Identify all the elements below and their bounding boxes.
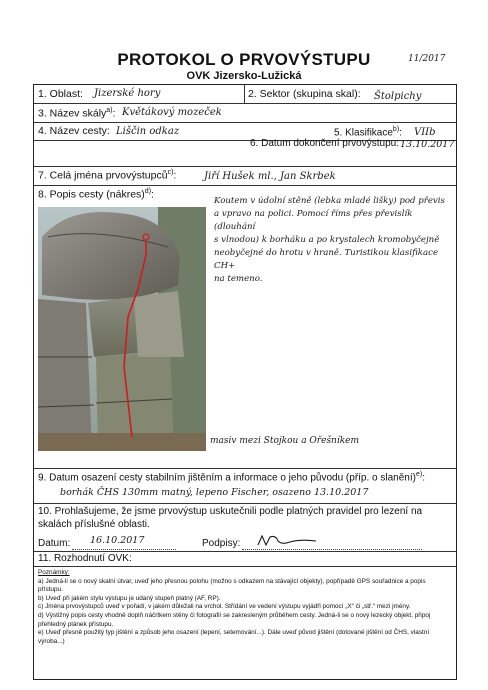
route-photo xyxy=(38,207,206,451)
podpisy-dotted-line xyxy=(242,549,422,550)
row-divider xyxy=(34,185,456,186)
klasifikace-value: VIIb xyxy=(414,127,436,138)
prohlaseni-text: 10. Prohlašujeme, že jsme prvovýstup uskutečnili podle platných pravidel pro lezení na skalách příslušné oblasti. xyxy=(38,506,423,530)
description-line: neobyčejné do hrotu v hraně. Turistikou klasifikace CH+ xyxy=(214,248,439,271)
note-item: a) Jedná-li se o nový skalní útvar, uveď jeho přesnou polohu (možno s odkazem na stávající objekty), popřípadě GPS souřadnice a popis přístupu. xyxy=(38,577,426,594)
description-line: Koutem v údolní stěně (lebka mladé lišky) pod převis xyxy=(214,196,445,206)
row-divider xyxy=(34,468,456,469)
corner-note: 11/2017 xyxy=(408,54,446,64)
notes-heading: Poznámky: xyxy=(38,569,70,576)
description-line: na temeno. xyxy=(214,274,263,284)
row-divider xyxy=(34,166,456,167)
note-item: e) Uveď přesně použitý typ jištění a způsob jeho osazení (lepení, setemování...). Dále uveď původ jištění (dotované jištění od ČHS, vlastní výroba...) xyxy=(38,629,430,645)
klasifikace-label: 5. Klasifikace$^{b)}$: xyxy=(334,126,402,139)
page-title: PROTOKOL O PRVOVÝSTUPU xyxy=(117,50,371,69)
skala-value: Květákový mozeček xyxy=(122,107,222,118)
oblast-label: 1. Oblast: xyxy=(38,88,83,100)
notes-section xyxy=(38,569,452,646)
datum-value: 16.10.2017 xyxy=(90,535,145,546)
col-divider xyxy=(244,85,245,103)
protocol-form xyxy=(33,84,457,680)
note-item: c) Jména prvovýstupců uveď v pořadí, v jakém důležali na vrchol. Střídání ve vedení výstupu vyjádři pomocí „X“ či „stř.“ mezi jmény. xyxy=(38,603,411,611)
note-item: b) Uveď při jakém stylu výstupu je udaný stupeň platný (AF, RP). xyxy=(38,594,221,602)
description-line: s vlnodou) k borháku a po krystalech kromobyčejně xyxy=(214,235,440,245)
popis-label: 8. Popis cesty (nákres)$^{d)}$: xyxy=(38,188,154,201)
podpisy-label: Podpisy: xyxy=(202,538,241,549)
row-divider xyxy=(34,503,456,504)
description-line: a vpravo na polici. Pomocí říms přes převislík (dlouhání xyxy=(214,209,413,232)
row-divider xyxy=(34,122,456,123)
sektor-value: Štolpichy xyxy=(374,91,422,102)
page-subtitle: OVK Jizersko-Lužická xyxy=(186,70,302,82)
row-divider xyxy=(34,551,456,552)
datum-label: Datum: xyxy=(38,538,71,549)
row-divider xyxy=(34,103,456,104)
cesta-value: Liščin odkaz xyxy=(116,126,180,137)
jmena-label: 7. Celá jména prvovýstupců$^{c)}$: xyxy=(38,169,177,182)
skala-label: 3. Název skály$^{a)}$: xyxy=(38,107,116,120)
datum-dotted-line xyxy=(72,549,176,550)
oblast-value: Jizerské hory xyxy=(94,88,161,99)
sektor-label: 2. Sektor (skupina skal): xyxy=(248,88,361,100)
row-divider xyxy=(34,566,456,567)
photo-caption: masiv mezi Stojkou a Ořešníkem xyxy=(210,436,360,446)
note-item: d) Výstižný popis cesty vhodně doplň náčrtkem stěny či fotografií se zakresleným průběhem cesty. Jedná-li se o nový lezecký objekt, připoj přehledný plánek přístupu. xyxy=(38,611,431,628)
osazeni-label: 9. Datum osazení cesty stabilním jištěním a informace o jeho původu (příp. o slanění)$^{e)}$: xyxy=(38,471,425,484)
osazeni-value: borhák ČHS 130mm matný, lepeno Fischer, osazeno 13.10.2017 xyxy=(60,487,369,498)
jmena-value: Jiří Hušek ml., Jan Skrbek xyxy=(204,171,336,182)
route-description xyxy=(214,195,452,286)
datum-dokonceni-value: 13.10.2017 xyxy=(400,139,455,150)
cesta-label: 4. Název cesty: xyxy=(38,125,110,137)
rozhodnuti-label: 11. Rozhodnutí OVK: xyxy=(38,553,132,564)
signature xyxy=(256,533,326,549)
datum-dokonceni-label: 6. Datum dokončení prvovýstupu: xyxy=(250,138,399,149)
